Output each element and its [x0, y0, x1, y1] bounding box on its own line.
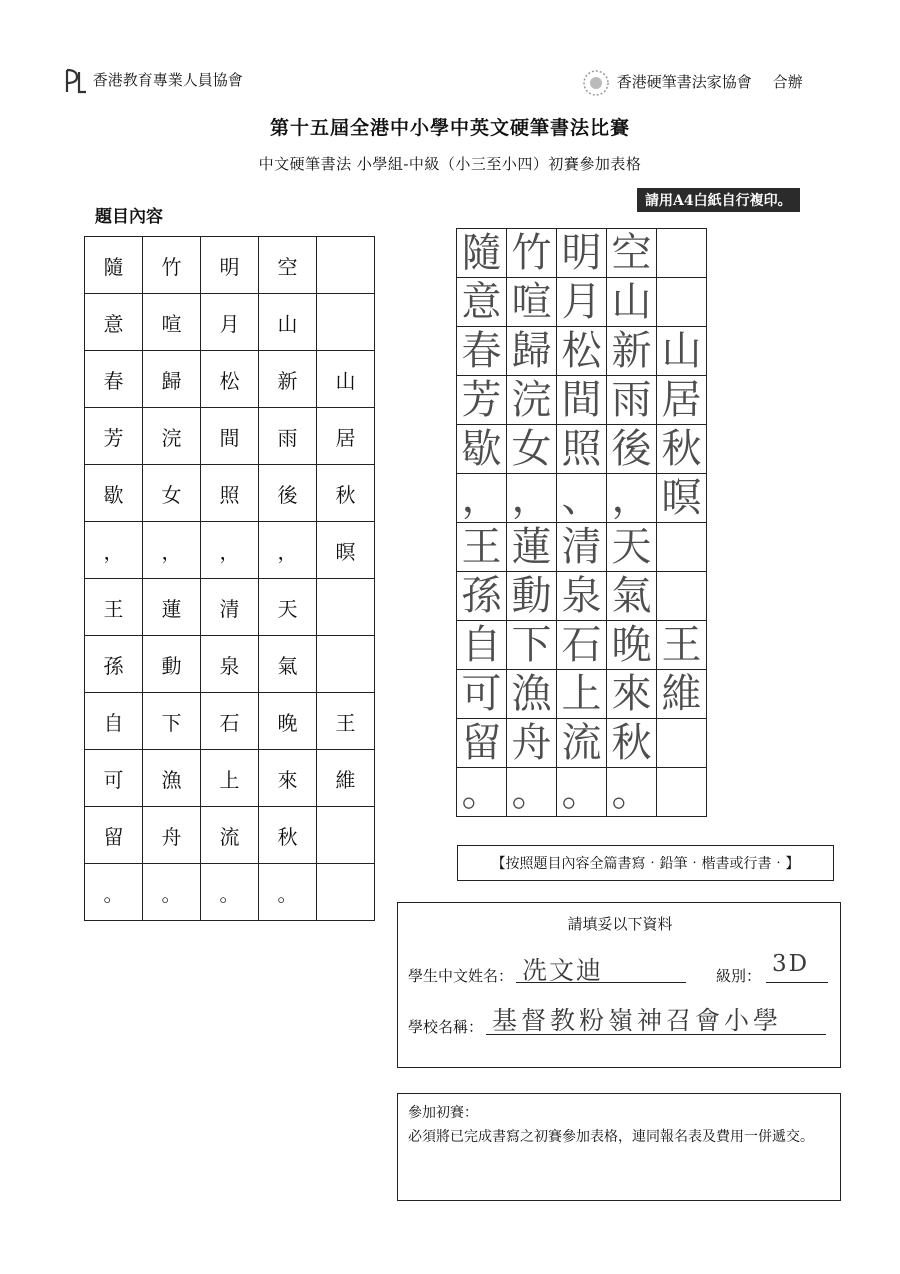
- prompt-grid: [84, 236, 375, 921]
- prompt-cell: 松: [201, 351, 259, 408]
- handwriting-cell: 明: [557, 229, 607, 278]
- prompt-cell: 秋: [317, 465, 375, 522]
- handwriting-cell: 照: [557, 425, 607, 474]
- prompt-cell: 動: [143, 636, 201, 693]
- handwriting-cell: 新: [607, 327, 657, 376]
- handwriting-cell: 秋: [607, 719, 657, 768]
- prompt-cell: 漁: [143, 750, 201, 807]
- handwriting-cell: ，: [457, 474, 507, 523]
- handwriting-cell: 山: [657, 327, 707, 376]
- prompt-cell-row: [85, 237, 375, 294]
- handwriting-cell: 漁: [507, 670, 557, 719]
- handwriting-cell-row: [457, 670, 707, 719]
- handwriting-cell: 上: [557, 670, 607, 719]
- handwriting-cell: 流: [557, 719, 607, 768]
- prompt-cell: [317, 237, 375, 294]
- handwriting-cell: [657, 719, 707, 768]
- prompt-cell: 竹: [143, 237, 201, 294]
- handwriting-cell: [657, 572, 707, 621]
- handwriting-cell: 維: [657, 670, 707, 719]
- handwriting-cell: [657, 768, 707, 817]
- handwriting-cell: ，: [507, 474, 557, 523]
- prompt-cell: [317, 294, 375, 351]
- prompt-cell-row: [85, 408, 375, 465]
- handwriting-cell: 歇: [457, 425, 507, 474]
- handwriting-cell: [657, 278, 707, 327]
- left-organizer-name: 香港教育專業人員協會: [92, 71, 243, 89]
- handwriting-cell: 泉: [557, 572, 607, 621]
- handwriting-cell: 。: [557, 768, 607, 817]
- handwriting-cell: 。: [457, 768, 507, 817]
- handwriting-cell-row: [457, 376, 707, 425]
- prompt-cell-row: [85, 351, 375, 408]
- handwriting-cell-row: [457, 327, 707, 376]
- handwriting-cell: 來: [607, 670, 657, 719]
- writing-instruction: 【按照題目內容全篇書寫‧鉛筆‧楷書或行書‧】: [457, 845, 834, 881]
- prompt-cell: 歇: [85, 465, 143, 522]
- student-info-box: [397, 902, 841, 1068]
- info-heading: 請填妥以下資料: [567, 915, 673, 933]
- prompt-cell: 晚: [259, 693, 317, 750]
- prompt-cell: 意: [85, 294, 143, 351]
- prompt-cell: 維: [317, 750, 375, 807]
- handwriting-cell: 蓮: [507, 523, 557, 572]
- prompt-cell: 蓮: [143, 579, 201, 636]
- prompt-cell: ，: [201, 522, 259, 579]
- prompt-cell: 。: [85, 864, 143, 921]
- prompt-cell: 浣: [143, 408, 201, 465]
- prompt-cell: 。: [259, 864, 317, 921]
- right-organizer: [580, 68, 803, 98]
- handwriting-cell-row: [457, 768, 707, 817]
- prompt-cell: [317, 807, 375, 864]
- prompt-heading: 題目內容: [95, 207, 163, 227]
- school-name-value: 基督教粉嶺神召會小學: [492, 1006, 783, 1035]
- prompt-cell-row: [85, 465, 375, 522]
- prompt-cell: 王: [317, 693, 375, 750]
- handwriting-cell: 。: [507, 768, 557, 817]
- handwriting-cell: 天: [607, 523, 657, 572]
- prompt-cell: 石: [201, 693, 259, 750]
- handwriting-cell: 空: [607, 229, 657, 278]
- association-logo-icon: [62, 66, 88, 96]
- handwriting-cell: [657, 523, 707, 572]
- handwriting-cell: 雨: [607, 376, 657, 425]
- prompt-cell: 自: [85, 693, 143, 750]
- handwriting-cell: 。: [607, 768, 657, 817]
- prompt-cell-row: [85, 294, 375, 351]
- handwriting-cell: 山: [607, 278, 657, 327]
- handwriting-cell: 月: [557, 278, 607, 327]
- prompt-cell: 春: [85, 351, 143, 408]
- prompt-cell: 。: [201, 864, 259, 921]
- form-title: 第十五屆全港中小學中英文硬筆書法比賽: [269, 117, 630, 139]
- handwriting-grid: [456, 228, 707, 817]
- handwriting-cell: 間: [557, 376, 607, 425]
- prompt-cell: 王: [85, 579, 143, 636]
- class-label: 級別：: [716, 967, 762, 985]
- prompt-cell: 。: [143, 864, 201, 921]
- handwriting-cell: 秋: [657, 425, 707, 474]
- prompt-cell-row: [85, 750, 375, 807]
- handwriting-cell: 春: [457, 327, 507, 376]
- prompt-cell: 隨: [85, 237, 143, 294]
- prompt-cell: 下: [143, 693, 201, 750]
- student-name-label: 學生中文姓名：: [408, 967, 514, 985]
- handwriting-cell-row: [457, 621, 707, 670]
- prompt-cell: 後: [259, 465, 317, 522]
- prompt-cell: 上: [201, 750, 259, 807]
- prompt-cell: 女: [143, 465, 201, 522]
- prompt-cell: 新: [259, 351, 317, 408]
- handwriting-cell: 可: [457, 670, 507, 719]
- handwriting-cell-row: [457, 523, 707, 572]
- handwriting-cell-row: [457, 425, 707, 474]
- prompt-cell-row: [85, 522, 375, 579]
- prompt-cell: 山: [317, 351, 375, 408]
- co-organize-label: 合辦: [772, 73, 803, 91]
- handwriting-cell: 清: [557, 523, 607, 572]
- handwriting-cell-row: [457, 719, 707, 768]
- prompt-cell-row: [85, 864, 375, 921]
- prompt-cell: 照: [201, 465, 259, 522]
- form-subtitle: 中文硬筆書法 小學組-中級（小三至小四）初賽參加表格: [258, 155, 642, 173]
- prompt-cell: ，: [143, 522, 201, 579]
- prompt-cell: 舟: [143, 807, 201, 864]
- submission-heading: 參加初賽：: [408, 1105, 478, 1121]
- handwriting-cell: 留: [457, 719, 507, 768]
- prompt-cell: 泉: [201, 636, 259, 693]
- prompt-cell: 芳: [85, 408, 143, 465]
- prompt-cell: 孫: [85, 636, 143, 693]
- student-name-value: 冼文迪: [522, 956, 604, 985]
- prompt-cell: 清: [201, 579, 259, 636]
- right-organizer-name: 香港硬筆書法家協會: [616, 73, 752, 91]
- prompt-cell-row: [85, 636, 375, 693]
- prompt-cell-row: [85, 579, 375, 636]
- handwriting-cell: 後: [607, 425, 657, 474]
- calligraphy-seal-icon: [580, 68, 612, 98]
- handwriting-cell-row: [457, 278, 707, 327]
- handwriting-cell: [657, 229, 707, 278]
- prompt-cell: 空: [259, 237, 317, 294]
- handwriting-cell: 王: [657, 621, 707, 670]
- handwriting-cell: 動: [507, 572, 557, 621]
- handwriting-cell-row: [457, 474, 707, 523]
- handwriting-cell: 孫: [457, 572, 507, 621]
- handwriting-cell-row: [457, 229, 707, 278]
- prompt-cell: 山: [259, 294, 317, 351]
- prompt-cell: 明: [201, 237, 259, 294]
- submission-note-box: [397, 1093, 841, 1201]
- handwriting-cell: 舟: [507, 719, 557, 768]
- handwriting-cell: 、: [557, 474, 607, 523]
- prompt-cell: 留: [85, 807, 143, 864]
- prompt-cell: 流: [201, 807, 259, 864]
- prompt-cell-row: [85, 693, 375, 750]
- handwriting-cell: 浣: [507, 376, 557, 425]
- handwriting-cell-row: [457, 572, 707, 621]
- handwriting-cell: 女: [507, 425, 557, 474]
- left-organizer: [62, 66, 243, 96]
- handwriting-cell: 自: [457, 621, 507, 670]
- handwriting-cell: 芳: [457, 376, 507, 425]
- handwriting-cell: ，: [607, 474, 657, 523]
- prompt-cell: ，: [259, 522, 317, 579]
- prompt-cell: 天: [259, 579, 317, 636]
- prompt-cell: [317, 579, 375, 636]
- handwriting-cell: 竹: [507, 229, 557, 278]
- handwriting-cell: 喧: [507, 278, 557, 327]
- prompt-cell: [317, 864, 375, 921]
- prompt-cell: 氣: [259, 636, 317, 693]
- school-name-label: 學校名稱：: [408, 1018, 484, 1036]
- prompt-cell: 雨: [259, 408, 317, 465]
- class-line: [766, 981, 828, 983]
- handwriting-cell: 意: [457, 278, 507, 327]
- prompt-cell: ，: [85, 522, 143, 579]
- prompt-cell: 來: [259, 750, 317, 807]
- submission-text: 必須將已完成書寫之初賽參加表格，連同報名表及費用一併遞交。: [408, 1129, 814, 1145]
- prompt-cell: 暝: [317, 522, 375, 579]
- prompt-cell: 歸: [143, 351, 201, 408]
- handwriting-cell: 居: [657, 376, 707, 425]
- handwriting-cell: 石: [557, 621, 607, 670]
- a4-copy-note: 請用A4白紙自行複印。: [637, 188, 800, 212]
- handwriting-cell: 暝: [657, 474, 707, 523]
- prompt-cell: 居: [317, 408, 375, 465]
- handwriting-cell: 氣: [607, 572, 657, 621]
- class-value: 3D: [772, 951, 810, 977]
- prompt-cell-row: [85, 807, 375, 864]
- prompt-cell: 間: [201, 408, 259, 465]
- prompt-cell: 可: [85, 750, 143, 807]
- handwriting-cell: 隨: [457, 229, 507, 278]
- handwriting-cell: 王: [457, 523, 507, 572]
- prompt-cell: 月: [201, 294, 259, 351]
- prompt-cell: [317, 636, 375, 693]
- handwriting-cell: 晚: [607, 621, 657, 670]
- prompt-cell: 喧: [143, 294, 201, 351]
- handwriting-cell: 歸: [507, 327, 557, 376]
- handwriting-cell: 下: [507, 621, 557, 670]
- prompt-cell: 秋: [259, 807, 317, 864]
- handwriting-cell: 松: [557, 327, 607, 376]
